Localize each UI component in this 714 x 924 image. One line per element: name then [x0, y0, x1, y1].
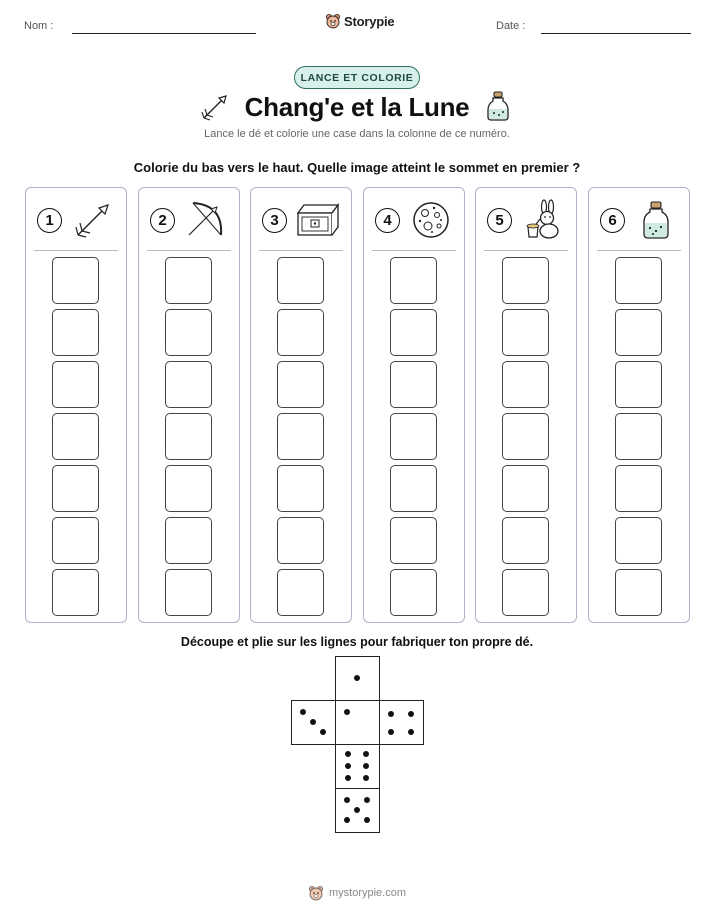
- color-cell[interactable]: [277, 413, 324, 460]
- bear-logo-icon: [308, 885, 324, 901]
- name-label: Nom :: [24, 20, 54, 32]
- dice-pip: [408, 711, 414, 717]
- footer: [308, 885, 406, 901]
- color-cell[interactable]: [390, 257, 437, 304]
- column-number: 4: [375, 208, 400, 233]
- name-line: [72, 33, 256, 34]
- dice-pip: [354, 675, 360, 681]
- color-cell[interactable]: [52, 569, 99, 616]
- dice-pip: [364, 817, 370, 823]
- color-cell[interactable]: [502, 309, 549, 356]
- dice-face-1: [335, 656, 380, 701]
- dice-pip: [364, 797, 370, 803]
- color-cell[interactable]: [615, 517, 662, 564]
- color-cell[interactable]: [390, 309, 437, 356]
- dice-face-5: [335, 788, 380, 833]
- potion-icon: [633, 199, 679, 241]
- column-divider: [259, 250, 343, 251]
- color-cell[interactable]: [615, 413, 662, 460]
- column-divider: [34, 250, 118, 251]
- color-cell[interactable]: [390, 465, 437, 512]
- column-header: [589, 188, 689, 251]
- column-3: [250, 187, 352, 623]
- column-divider: [484, 250, 568, 251]
- column-header: [26, 188, 126, 251]
- column-5: [475, 187, 577, 623]
- color-cell[interactable]: [615, 361, 662, 408]
- brand-name: Storypie: [344, 13, 395, 29]
- chest-icon: [295, 199, 341, 241]
- color-cell[interactable]: [615, 569, 662, 616]
- column-number: 6: [600, 208, 625, 233]
- color-cell[interactable]: [615, 257, 662, 304]
- dice-pip: [300, 709, 306, 715]
- color-cell[interactable]: [277, 361, 324, 408]
- color-cell[interactable]: [52, 361, 99, 408]
- moon-icon: [408, 199, 454, 241]
- color-cell[interactable]: [165, 517, 212, 564]
- color-cell[interactable]: [52, 465, 99, 512]
- footer-url: mystorypie.com: [329, 887, 407, 899]
- dice-pip: [408, 729, 414, 735]
- color-cell[interactable]: [165, 413, 212, 460]
- column-4: [363, 187, 465, 623]
- dice-pip: [345, 751, 351, 757]
- column-header: [476, 188, 576, 251]
- dice-face-4: [379, 700, 424, 745]
- color-cell[interactable]: [277, 517, 324, 564]
- color-cell[interactable]: [502, 517, 549, 564]
- color-cell[interactable]: [165, 465, 212, 512]
- dice-pip: [320, 729, 326, 735]
- column-divider: [372, 250, 456, 251]
- color-cell[interactable]: [52, 517, 99, 564]
- column-number: 1: [37, 208, 62, 233]
- dice-pip: [345, 763, 351, 769]
- arrow-icon: [70, 199, 116, 241]
- potion-icon: [485, 90, 511, 122]
- color-cell[interactable]: [502, 413, 549, 460]
- color-cell[interactable]: [390, 361, 437, 408]
- page-subtitle: Lance le dé et colorie une case dans la colonne de ce numéro.: [204, 128, 510, 140]
- dice-pip: [310, 719, 316, 725]
- color-cell[interactable]: [165, 257, 212, 304]
- color-cell[interactable]: [390, 569, 437, 616]
- date-line: [541, 33, 691, 34]
- column-divider: [147, 250, 231, 251]
- color-cell[interactable]: [502, 361, 549, 408]
- bear-logo-icon: [325, 13, 341, 29]
- dice-face-6: [335, 744, 380, 789]
- color-cell[interactable]: [52, 309, 99, 356]
- dice-pip: [363, 775, 369, 781]
- color-cell[interactable]: [502, 569, 549, 616]
- color-cell[interactable]: [165, 361, 212, 408]
- column-divider: [597, 250, 681, 251]
- dice-pip: [354, 807, 360, 813]
- activity-badge: LANCE ET COLORIE: [294, 66, 420, 89]
- column-2: [138, 187, 240, 623]
- dice-pip: [363, 751, 369, 757]
- dice-instruction: Découpe et plie sur les lignes pour fabriquer ton propre dé.: [180, 635, 534, 649]
- color-cell[interactable]: [615, 309, 662, 356]
- color-cell[interactable]: [277, 465, 324, 512]
- rabbit-icon: [520, 199, 566, 241]
- column-number: 5: [487, 208, 512, 233]
- dice-pip: [344, 797, 350, 803]
- color-cell[interactable]: [277, 309, 324, 356]
- color-cell[interactable]: [390, 517, 437, 564]
- bow-icon: [183, 199, 229, 241]
- color-cell[interactable]: [615, 465, 662, 512]
- color-cell[interactable]: [165, 569, 212, 616]
- dice-pip: [388, 711, 394, 717]
- column-header: [251, 188, 351, 251]
- dice-pip: [388, 729, 394, 735]
- date-label: Date :: [496, 20, 526, 32]
- column-6: [588, 187, 690, 623]
- dice-pip: [344, 817, 350, 823]
- color-cell[interactable]: [277, 569, 324, 616]
- column-number: 3: [262, 208, 287, 233]
- column-header: [364, 188, 464, 251]
- column-number: 2: [150, 208, 175, 233]
- color-cell[interactable]: [165, 309, 212, 356]
- color-cell[interactable]: [52, 413, 99, 460]
- game-instruction: Colorie du bas vers le haut. Quelle image atteint le sommet en premier ?: [133, 160, 581, 175]
- dice-pip: [344, 709, 350, 715]
- dice-face-3: [291, 700, 336, 745]
- color-cell[interactable]: [502, 465, 549, 512]
- color-cell[interactable]: [277, 257, 324, 304]
- color-cell[interactable]: [502, 257, 549, 304]
- color-cell[interactable]: [390, 413, 437, 460]
- color-cell[interactable]: [52, 257, 99, 304]
- dice-face-1-center: [335, 700, 380, 745]
- column-1: [25, 187, 127, 623]
- page-title: Chang'e et la Lune: [244, 92, 470, 122]
- column-header: [139, 188, 239, 251]
- dice-pip: [363, 763, 369, 769]
- dice-pip: [345, 775, 351, 781]
- brand-logo: [325, 13, 394, 29]
